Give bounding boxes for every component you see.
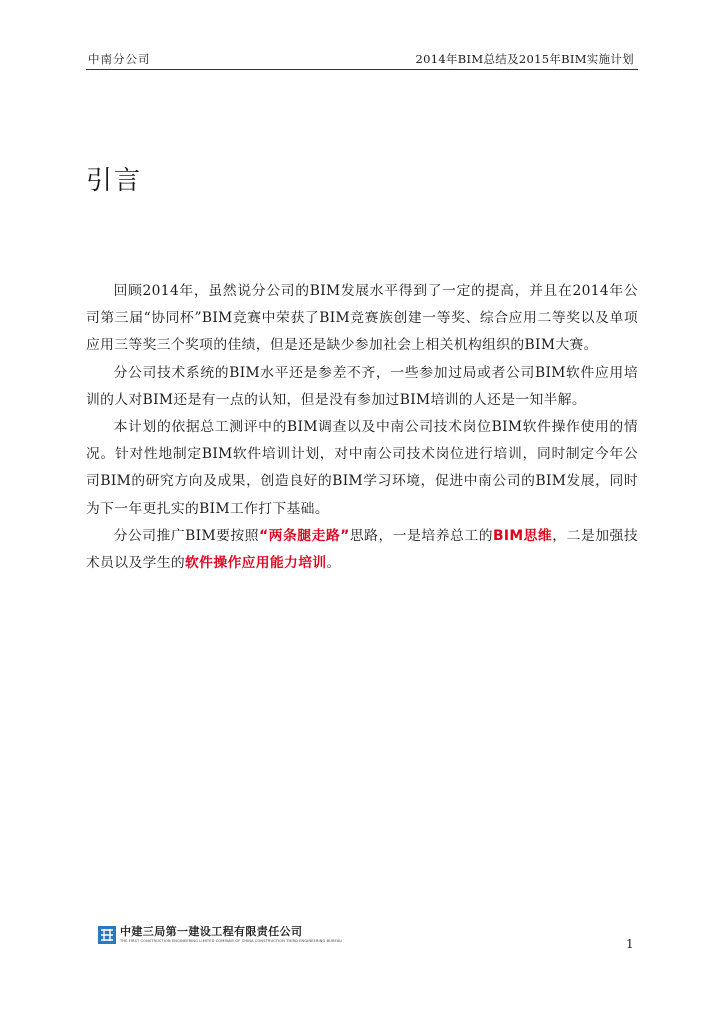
page-number: 1 (626, 937, 634, 951)
paragraph-tech-level (86, 360, 638, 414)
body-text (86, 278, 638, 577)
footer-company-logo (98, 925, 343, 949)
header-company: 中南分公司 (88, 52, 151, 66)
paragraph-text: 思路，一是培养总工的 (349, 527, 494, 544)
paragraph-plan-basis (86, 414, 638, 523)
paragraph-text: 本计划的依据总工测评中的BIM调查以及中南公司技术岗位BIM软件操作使用的情况。针对性地制定BIM软件培训计划，对中南公司技术岗位进行培训，同时制定今年公司BIM的研究方向及成果，创造良好的BIM学习环境，促进中南公司的BIM发展，同时为下一年更扎实的BIM工作打下基础。 (86, 419, 638, 517)
paragraph-text: 分公司技术系统的BIM水平还是参差不齐，一些参加过局或者公司BIM软件应用培训的人对BIM还是有一点的认知，但是没有参加过BIM培训的人还是一知半解。 (86, 364, 638, 408)
company-name-en: THE FIRST CONSTRUCTION ENGINEERING LIMITED COMPANY OF CHINA CONSTRUCTION THIRD ENGINEERING BUREAU (120, 939, 343, 943)
paragraph-text: 。 (326, 555, 341, 572)
paragraph-text: 回顾2014年，虽然说分公司的BIM发展水平得到了一定的提高，并且在2014年公司第三届“协同杯”BIM竞赛中荣获了BIM竞赛族创建一等奖、综合应用二等奖以及单项应用三等奖三个奖项的佳绩，但是还是缺少参加社会上相关机构组织的BIM大赛。 (86, 283, 638, 354)
page-header (86, 50, 638, 70)
highlight-bim-thinking: BIM思维 (493, 527, 553, 544)
paragraph-text: 分公司推广BIM要按照 (113, 527, 260, 544)
paragraph-strategy (86, 523, 638, 577)
highlight-software-training: 软件操作应用能力培训 (185, 555, 327, 572)
section-heading: 引言 (86, 166, 143, 196)
company-logo-icon (98, 926, 116, 944)
header-document-title: 2014年BIM总结及2015年BIM实施计划 (415, 52, 634, 66)
highlight-two-legs: “两条腿走路” (259, 527, 350, 544)
paragraph-review (86, 278, 638, 360)
paragraph-text: ，二是加强技术员以及学生的 (86, 527, 638, 572)
company-name-cn: 中建三局第一建设工程有限责任公司 (120, 925, 303, 938)
